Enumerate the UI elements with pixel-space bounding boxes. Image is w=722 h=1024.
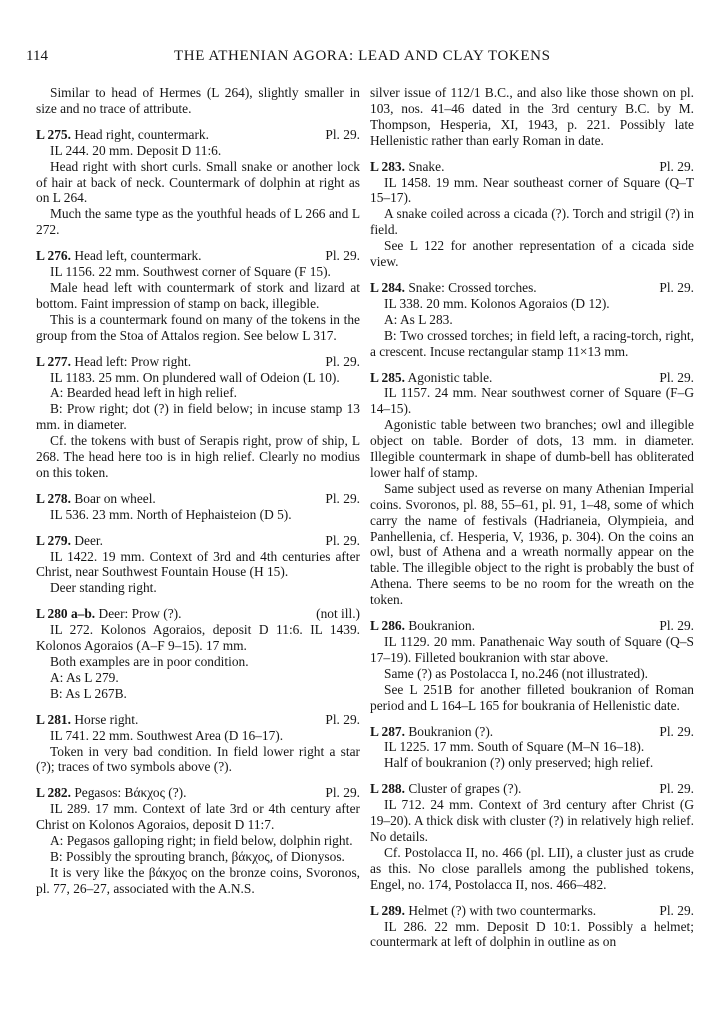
- entry-paragraph: Same subject used as reverse on many Athenian Imperial coins. Svoronos, pl. 88, 55–61, pl. 91, 1–48, some of which carry the name of festivals (Hadrianeia, Olympieia, and Panhellenia, cf. Hesperia, V, 1936, p. 304). On the coins an owl, bust of Athena and a wreath normally appear on the table. The illegible object to the right is probably the bust of Athena. There seems to be no room for the wreath on the token.: [370, 480, 694, 608]
- catalog-entry: [36, 491, 360, 523]
- entry-title: Cluster of grapes (?).: [408, 781, 522, 797]
- entry-paragraph: See L 122 for another representation of a cicada side view.: [370, 238, 694, 270]
- plate-reference: Pl. 29.: [659, 158, 694, 174]
- catalog-entry: [370, 280, 694, 360]
- entry-paragraph: IL 289. 17 mm. Context of late 3rd or 4th century after Christ on Kolonos Agoraios, deposit D 11:7.: [36, 801, 360, 833]
- continued-text: [36, 85, 360, 117]
- entry-heading-text: [370, 280, 537, 296]
- entry-paragraph: A: As L 279.: [50, 669, 119, 685]
- entry-paragraph: IL 338. 20 mm. Kolonos Agoraios (D 12).: [384, 295, 610, 311]
- entry-heading-text: [370, 781, 521, 797]
- plate-reference: Pl. 29.: [659, 369, 694, 385]
- plate-reference: Pl. 29.: [659, 902, 694, 918]
- entry-heading: [370, 370, 694, 386]
- entry-title: Head right, countermark.: [74, 126, 209, 142]
- entry-title: Helmet (?) with two countermarks.: [408, 902, 597, 918]
- entry-heading: [36, 712, 360, 728]
- entry-heading: [36, 491, 360, 507]
- entry-paragraph: IL 1225. 17 mm. South of Square (M–N 16–18).: [384, 739, 645, 755]
- entry-heading-text: [36, 491, 156, 507]
- entry-paragraph: B: Prow right; dot (?) in field below; in incuse stamp 13 mm. in diameter.: [36, 401, 360, 433]
- entry-title: Boukranion (?).: [408, 723, 494, 739]
- entry-paragraph: IL 286. 22 mm. Deposit D 10:1. Possibly a helmet; countermark at left of dolphin in outline as on: [370, 918, 694, 950]
- entry-number: L 280 a–b.: [36, 606, 96, 622]
- entry-paragraph: Cf. the tokens with bust of Serapis right, prow of ship, L 268. The head here too is in high relief. Clearly no modius on this token.: [36, 433, 360, 480]
- plate-reference: Pl. 29.: [325, 490, 360, 506]
- catalog-entry: [36, 354, 360, 481]
- plate-reference: Pl. 29.: [325, 353, 360, 369]
- plate-reference: Pl. 29.: [325, 711, 360, 727]
- entry-paragraph: IL 536. 23 mm. North of Hephaisteion (D 5).: [50, 506, 292, 522]
- entry-heading: [370, 618, 694, 634]
- entry-number: L 279.: [36, 532, 71, 548]
- catalog-entry: [36, 712, 360, 776]
- entry-heading: [36, 533, 360, 549]
- entry-title: Boukranion.: [408, 618, 475, 634]
- catalog-entry: [36, 248, 360, 343]
- entry-title: Deer.: [74, 532, 103, 548]
- entry-paragraph: B: As L 267B.: [50, 685, 127, 701]
- catalog-entry: [370, 159, 694, 270]
- entry-paragraph: IL 741. 22 mm. Southwest Area (D 16–17).: [50, 727, 284, 743]
- entry-heading-text: [370, 903, 596, 919]
- entry-paragraph: A: Pegasos galloping right; in field below, dolphin right.: [50, 833, 353, 849]
- entry-heading-text: [370, 618, 475, 634]
- catalog-entry: [370, 370, 694, 609]
- entry-paragraph: IL 1129. 20 mm. Panathenaic Way south of Square (Q–S 17–19). Filleted boukranion with star above.: [370, 634, 694, 665]
- plate-reference: Pl. 29.: [659, 618, 694, 634]
- entry-heading-text: [36, 127, 209, 143]
- entry-paragraph: Half of boukranion (?) only preserved; high relief.: [384, 755, 654, 771]
- entry-title: Snake.: [408, 158, 445, 174]
- entry-heading: [370, 280, 694, 296]
- plate-reference: Pl. 29.: [325, 785, 360, 801]
- entry-heading-text: [36, 606, 181, 622]
- entry-title: Head left: Prow right.: [74, 353, 192, 369]
- entry-number: L 282.: [36, 785, 71, 801]
- catalog-entry: [370, 903, 694, 951]
- entry-paragraph: This is a countermark found on many of the tokens in the group from the Stoa of Attalos region. See below L 317.: [36, 311, 360, 343]
- entry-paragraph: IL 712. 24 mm. Context of 3rd century after Christ (G 19–20). A thick disk with cluster (?) in relatively high relief. No details.: [370, 797, 694, 844]
- entry-paragraph: Token in very bad condition. In field lower right a star (?); traces of two symbols above (?).: [36, 743, 360, 775]
- entry-heading: [36, 354, 360, 370]
- entry-heading: [36, 606, 360, 622]
- entry-heading-text: [36, 712, 138, 728]
- entry-paragraph: IL 272. Kolonos Agoraios, deposit D 11:6. IL 1439. Kolonos Agoraios (A–F 9–15). 17 mm.: [36, 622, 360, 654]
- entry-number: L 275.: [36, 126, 71, 142]
- entry-paragraph: Male head left with countermark of stork and lizard at bottom. Faint impression of stamp on back, illegible.: [36, 279, 360, 311]
- plate-reference: Pl. 29.: [659, 781, 694, 797]
- entry-number: L 277.: [36, 353, 71, 369]
- entry-title: Boar on wheel.: [74, 490, 156, 506]
- plate-reference: Pl. 29.: [659, 723, 694, 739]
- entry-title: Horse right.: [74, 711, 139, 727]
- entry-heading-text: [370, 159, 444, 175]
- paragraph: silver issue of 112/1 B.C., and also like those shown on pl. 103, nos. 41–46 dated in the 3rd century B.C. by M. Thompson, Hesperia, XI, 1943, p. 221. Possibly late Hellenistic rather than early Roman in date.: [370, 85, 694, 148]
- entry-paragraph: A: As L 283.: [384, 311, 453, 327]
- entry-paragraph: IL 1422. 19 mm. Context of 3rd and 4th centuries after Christ, near Southwest Fountain House (H 15).: [36, 548, 360, 580]
- entry-title: Agonistic table.: [407, 369, 493, 385]
- entry-heading: [36, 127, 360, 143]
- paragraph: Similar to head of Hermes (L 264), slightly smaller in size and no trace of attribute.: [36, 85, 360, 116]
- plate-reference: Pl. 29.: [325, 532, 360, 548]
- entry-number: L 283.: [370, 158, 405, 174]
- entry-heading-text: [370, 724, 493, 740]
- plate-reference: (not ill.): [316, 606, 360, 622]
- entry-paragraph: Both examples are in poor condition.: [50, 654, 249, 669]
- entry-heading: [370, 159, 694, 175]
- entry-paragraph: IL 244. 20 mm. Deposit D 11:6.: [50, 142, 222, 158]
- plate-reference: Pl. 29.: [325, 126, 360, 142]
- catalog-entry: [36, 606, 360, 701]
- catalog-entry: [370, 781, 694, 892]
- entry-heading-text: [36, 354, 191, 370]
- entry-paragraph: Same (?) as Postolacca I, no.246 (not illustrated).: [384, 665, 649, 681]
- continued-text: [370, 85, 694, 149]
- entry-number: L 276.: [36, 248, 71, 264]
- entry-number: L 288.: [370, 781, 405, 797]
- left-column: [36, 85, 360, 897]
- running-head: THE ATHENIAN AGORA: LEAD AND CLAY TOKENS: [174, 48, 551, 64]
- entry-paragraph: IL 1458. 19 mm. Near southeast corner of Square (Q–T 15–17).: [370, 174, 694, 206]
- entry-paragraph: A snake coiled across a cicada (?). Torch and strigil (?) in field.: [370, 206, 694, 238]
- page-number: 114: [26, 48, 48, 64]
- entry-number: L 286.: [370, 618, 405, 634]
- entry-number: L 278.: [36, 490, 71, 506]
- catalog-entry: [370, 618, 694, 713]
- entry-paragraph: It is very like the βάκχος on the bronze coins, Svoronos, pl. 77, 26–27, associated with the A.N.S.: [36, 864, 360, 896]
- entry-heading: [370, 903, 694, 919]
- entry-title: Deer: Prow (?).: [98, 606, 182, 622]
- entry-number: L 281.: [36, 711, 71, 727]
- entry-heading-text: [370, 370, 492, 386]
- entry-paragraph: Cf. Postolacca II, no. 466 (pl. LII), a cluster just as crude as this. No close parallels among the published tokens, Engel, no. 174, Postolacca II, nos. 466–482.: [370, 844, 694, 892]
- entry-paragraph: B: Possibly the sprouting branch, βάκχος, of Dionysos.: [50, 848, 345, 864]
- entry-heading-text: [36, 248, 202, 264]
- entry-heading-text: [36, 533, 103, 549]
- entry-number: L 287.: [370, 723, 405, 739]
- entry-paragraph: B: Two crossed torches; in field left, a racing-torch, right, a crescent. Incuse rectangular stamp 11×13 mm.: [370, 327, 694, 359]
- catalog-entry: [370, 724, 694, 772]
- entry-paragraph: A: Bearded head left in high relief.: [50, 385, 238, 401]
- plate-reference: Pl. 29.: [325, 248, 360, 264]
- plate-reference: Pl. 29.: [659, 279, 694, 295]
- entry-heading: [370, 724, 694, 740]
- entry-paragraph: Deer standing right.: [50, 580, 157, 596]
- entry-title: Snake: Crossed torches.: [408, 279, 537, 295]
- entry-paragraph: Much the same type as the youthful heads of L 266 and L 272.: [36, 206, 360, 238]
- entry-heading: [370, 781, 694, 797]
- catalog-entry: [36, 533, 360, 597]
- entry-paragraph: IL 1156. 22 mm. Southwest corner of Square (F 15).: [50, 264, 331, 280]
- entry-paragraph: Agonistic table between two branches; owl and illegible object on table. Border of dots, 13 mm. in diameter. Illegible countermark in shape of dumb-bell has obliterated lower half of stamp.: [370, 417, 694, 480]
- entry-paragraph: IL 1157. 24 mm. Near southwest corner of Square (F–G 14–15).: [370, 385, 694, 417]
- entry-heading: [36, 248, 360, 264]
- entry-title: Head left, countermark.: [74, 248, 202, 264]
- catalog-entry: [36, 785, 360, 896]
- entry-title: Pegasos: Βάκχος (?).: [74, 785, 187, 801]
- right-column: [370, 85, 694, 950]
- entry-number: L 284.: [370, 279, 405, 295]
- entry-paragraph: See L 251B for another filleted boukranion of Roman period and L 164–L 165 for boukrania of Hellenistic date.: [370, 681, 694, 713]
- entry-number: L 285.: [370, 369, 405, 385]
- catalog-entry: [36, 127, 360, 238]
- entry-heading-text: [36, 785, 186, 801]
- entry-number: L 289.: [370, 902, 405, 918]
- entry-heading: [36, 785, 360, 801]
- entry-paragraph: IL 1183. 25 mm. On plundered wall of Odeion (L 10).: [50, 369, 340, 385]
- entry-paragraph: Head right with short curls. Small snake or another lock of hair at back of neck. Countermark of dolphin at right as on L 264.: [36, 158, 360, 206]
